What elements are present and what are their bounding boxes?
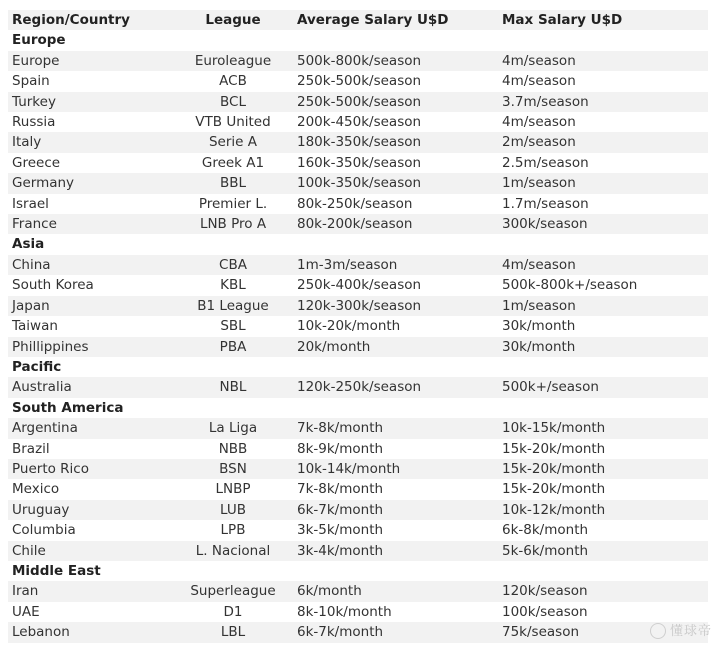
- cell-average-salary: 80k-250k/season: [297, 195, 413, 212]
- table-row: [8, 275, 708, 295]
- region-row: [8, 234, 708, 254]
- cell-max-salary: 15k-20k/month: [502, 440, 606, 457]
- cell-league: SBL: [220, 318, 246, 335]
- cell-average-salary: 120k-250k/season: [297, 379, 422, 396]
- cell-league: VTB United: [195, 114, 271, 131]
- cell-country: Uruguay: [12, 501, 70, 518]
- cell-max-salary: 4m/season: [502, 52, 576, 69]
- cell-country: Mexico: [12, 481, 60, 498]
- cell-max-salary: 3.7m/season: [502, 93, 589, 110]
- cell-league: La Liga: [208, 420, 258, 437]
- region-name: South America: [12, 399, 124, 416]
- header-region: Region/Country: [12, 12, 130, 28]
- watermark-logo-icon: [650, 623, 666, 639]
- cell-max-salary: 6k-8k/month: [502, 522, 589, 539]
- table-row: [8, 153, 708, 173]
- cell-country: Phillippines: [12, 338, 89, 355]
- cell-max-salary: 75k/season: [502, 624, 580, 641]
- cell-country: Japan: [12, 297, 50, 314]
- salary-table-container: [8, 10, 708, 643]
- cell-country: Italy: [12, 134, 42, 151]
- table-row: [8, 520, 708, 540]
- cell-country: Brazil: [12, 440, 50, 457]
- table-row: [8, 622, 708, 642]
- table-row: [8, 112, 708, 132]
- cell-average-salary: 250k-500k/season: [297, 73, 422, 90]
- salary-table: [8, 10, 708, 643]
- cell-country: Columbia: [12, 522, 76, 539]
- cell-average-salary: 100k-350k/season: [297, 175, 422, 192]
- cell-average-salary: 80k-200k/season: [297, 216, 413, 233]
- cell-max-salary: 4m/season: [502, 73, 576, 90]
- cell-country: Greece: [12, 154, 61, 171]
- cell-league: CBA: [219, 256, 247, 273]
- cell-average-salary: 200k-450k/season: [297, 114, 422, 131]
- cell-league: PBA: [219, 338, 247, 355]
- cell-max-salary: 500k+/season: [502, 379, 599, 396]
- cell-max-salary: 30k/month: [502, 338, 576, 355]
- cell-league: LBL: [220, 624, 246, 641]
- table-row: [8, 418, 708, 438]
- cell-league: D1: [223, 603, 243, 620]
- cell-max-salary: 2m/season: [502, 134, 576, 151]
- cell-league: BSN: [219, 460, 247, 477]
- region-row: [8, 30, 708, 50]
- cell-average-salary: 500k-800k/season: [297, 52, 422, 69]
- table-row: [8, 479, 708, 499]
- cell-league: LPB: [220, 522, 246, 539]
- table-row: [8, 214, 708, 234]
- table-row: [8, 459, 708, 479]
- table-row: [8, 316, 708, 336]
- cell-average-salary: 7k-8k/month: [297, 481, 384, 498]
- cell-max-salary: 1.7m/season: [502, 195, 589, 212]
- region-name: Middle East: [12, 562, 101, 579]
- cell-country: UAE: [12, 603, 40, 620]
- cell-average-salary: 6k/month: [297, 583, 362, 600]
- cell-league: BCL: [220, 93, 246, 110]
- cell-max-salary: 2.5m/season: [502, 154, 589, 171]
- cell-max-salary: 30k/month: [502, 318, 576, 335]
- region-row: [8, 357, 708, 377]
- cell-country: Russia: [12, 114, 56, 131]
- cell-league: BBL: [219, 175, 247, 192]
- region-name: Europe: [12, 32, 66, 49]
- cell-country: Lebanon: [12, 624, 70, 641]
- cell-country: Argentina: [12, 420, 78, 437]
- table-row: [8, 602, 708, 622]
- cell-max-salary: 10k-15k/month: [502, 420, 606, 437]
- cell-max-salary: 300k/season: [502, 216, 588, 233]
- cell-average-salary: 1m-3m/season: [297, 256, 398, 273]
- table-row: [8, 194, 708, 214]
- cell-country: Australia: [12, 379, 72, 396]
- region-row: [8, 398, 708, 418]
- cell-country: Turkey: [12, 93, 56, 110]
- table-row: [8, 541, 708, 561]
- cell-average-salary: 7k-8k/month: [297, 420, 384, 437]
- cell-max-salary: 1m/season: [502, 297, 576, 314]
- cell-country: Taiwan: [12, 318, 58, 335]
- cell-league: LUB: [220, 501, 246, 518]
- cell-country: China: [12, 256, 51, 273]
- region-row: [8, 561, 708, 581]
- cell-max-salary: 120k/season: [502, 583, 588, 600]
- cell-country: Spain: [12, 73, 50, 90]
- cell-average-salary: 250k-500k/season: [297, 93, 422, 110]
- cell-country: South Korea: [12, 277, 94, 294]
- cell-league: L. Nacional: [195, 542, 271, 559]
- cell-max-salary: 10k-12k/month: [502, 501, 606, 518]
- cell-league: KBL: [220, 277, 246, 294]
- table-row: [8, 337, 708, 357]
- region-name: Asia: [12, 236, 45, 253]
- cell-country: Iran: [12, 583, 39, 600]
- table-row: [8, 500, 708, 520]
- header-league: League: [205, 12, 261, 28]
- cell-average-salary: 6k-7k/month: [297, 624, 384, 641]
- watermark: [650, 620, 712, 640]
- cell-league: Superleague: [190, 583, 276, 600]
- watermark-text: 懂球帝: [669, 623, 712, 639]
- cell-league: LNB Pro A: [199, 216, 267, 233]
- cell-average-salary: 250k-400k/season: [297, 277, 422, 294]
- cell-average-salary: 3k-5k/month: [297, 522, 384, 539]
- table-row: [8, 132, 708, 152]
- table-row: [8, 255, 708, 275]
- cell-average-salary: 180k-350k/season: [297, 134, 422, 151]
- cell-max-salary: 4m/season: [502, 114, 576, 131]
- cell-league: B1 League: [197, 297, 269, 314]
- cell-country: Europe: [12, 52, 60, 69]
- cell-country: Chile: [12, 542, 46, 559]
- table-body: [8, 30, 708, 642]
- cell-country: Puerto Rico: [12, 460, 89, 477]
- cell-max-salary: 15k-20k/month: [502, 460, 606, 477]
- cell-league: LNBP: [215, 481, 251, 498]
- cell-league: Euroleague: [194, 52, 272, 69]
- cell-average-salary: 20k/month: [297, 338, 371, 355]
- table-row: [8, 296, 708, 316]
- cell-average-salary: 160k-350k/season: [297, 154, 422, 171]
- region-name: Pacific: [12, 358, 62, 375]
- cell-max-salary: 15k-20k/month: [502, 481, 606, 498]
- table-row: [8, 71, 708, 91]
- cell-league: Premier L.: [198, 195, 268, 212]
- table-row: [8, 51, 708, 71]
- cell-average-salary: 10k-20k/month: [297, 318, 401, 335]
- cell-country: Germany: [12, 175, 75, 192]
- table-row: [8, 173, 708, 193]
- cell-league: ACB: [219, 73, 247, 90]
- cell-max-salary: 5k-6k/month: [502, 542, 589, 559]
- cell-league: NBL: [219, 379, 247, 396]
- table-row: [8, 377, 708, 397]
- cell-country: France: [12, 216, 57, 233]
- table-row: [8, 439, 708, 459]
- table-row: [8, 92, 708, 112]
- cell-league: NBB: [218, 440, 248, 457]
- header-max-salary: Max Salary U$D: [502, 12, 623, 28]
- header-row: [8, 10, 708, 30]
- cell-league: Greek A1: [201, 154, 265, 171]
- cell-league: Serie A: [208, 134, 257, 151]
- cell-country: Israel: [12, 195, 49, 212]
- header-average-salary: Average Salary U$D: [297, 12, 449, 28]
- cell-max-salary: 1m/season: [502, 175, 576, 192]
- cell-average-salary: 8k-10k/month: [297, 603, 392, 620]
- cell-max-salary: 500k-800k+/season: [502, 277, 638, 294]
- cell-average-salary: 8k-9k/month: [297, 440, 384, 457]
- cell-average-salary: 120k-300k/season: [297, 297, 422, 314]
- cell-average-salary: 6k-7k/month: [297, 501, 384, 518]
- cell-max-salary: 4m/season: [502, 256, 576, 273]
- cell-average-salary: 3k-4k/month: [297, 542, 384, 559]
- table-row: [8, 581, 708, 601]
- cell-average-salary: 10k-14k/month: [297, 460, 401, 477]
- cell-max-salary: 100k/season: [502, 603, 588, 620]
